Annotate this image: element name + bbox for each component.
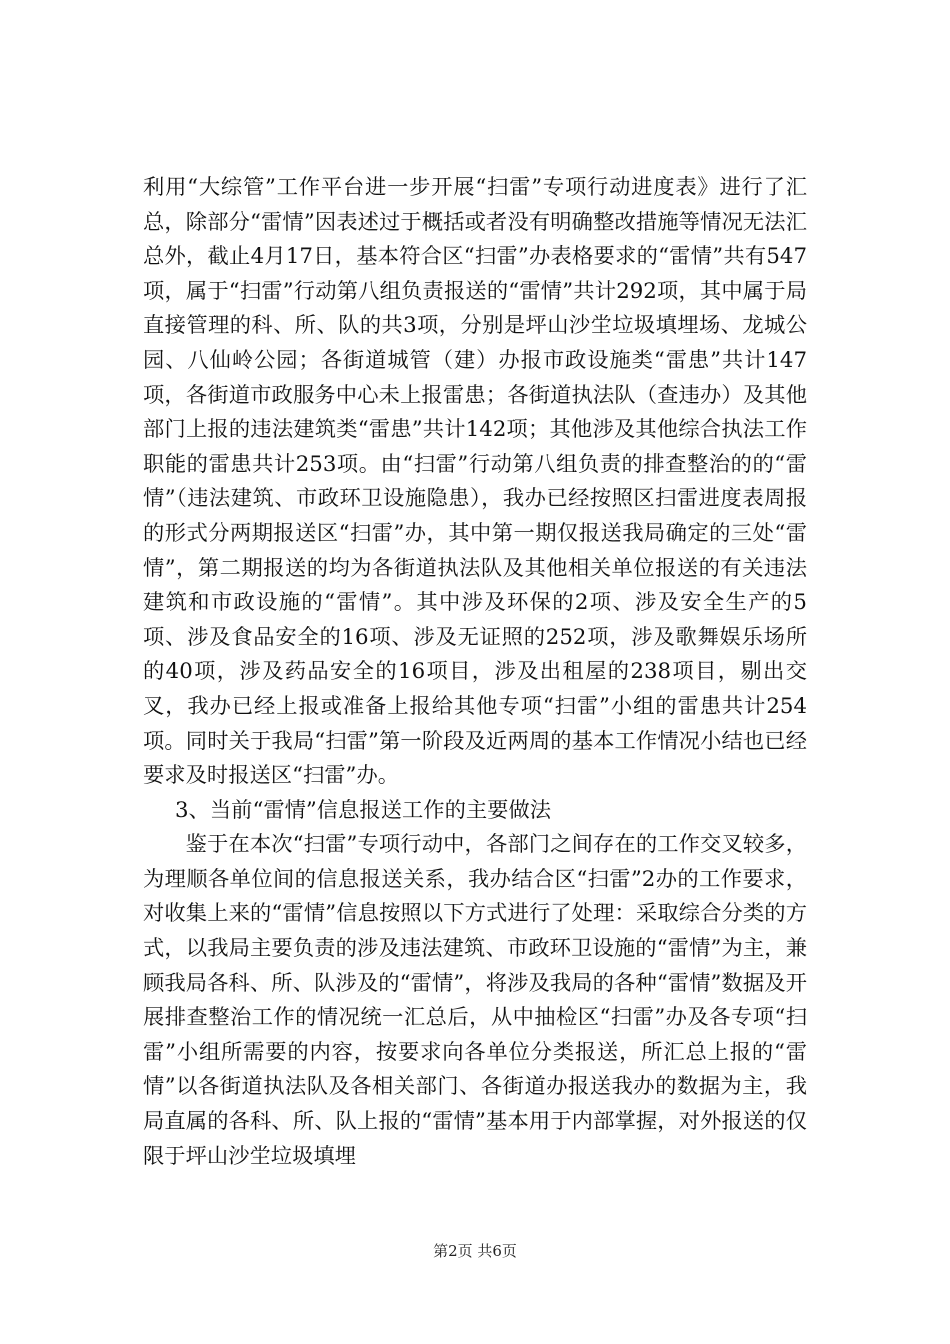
paragraph-summary: 利用“大综管”工作平台进一步开展“扫雷”专项行动进度表》进行了汇总，除部分“雷情”因表述过于概括或者没有明确整改措施等情况无法汇总外，截止4月17日，基本符合区“扫雷”办表格要求的“雷情”共有547项，属于“扫雷”行动第八组负责报送的“雷情”共计292项，其中属于局直接管理的科、所、队的共3项，分别是坪山沙坣垃圾填埋场、龙城公园、八仙岭公园；各街道城管（建）办报市政设施类“雷患”共计147项，各街道市政服务中心未上报雷患；各街道执法队（查违办）及其他部门上报的违法建筑类“雷患”共计142项；其他涉及其他综合执法工作职能的雷患共计253项。由“扫雷”行动第八组负责的排查整治的的“雷情”（违法建筑、市政环卫设施隐患），我办已经按照区扫雷进度表周报的形式分两期报送区“扫雷”办，其中第一期仅报送我局确定的三处“雷情”，第二期报送的均为各街道执法队及其他相关单位报送的有关违法建筑和市政设施的“雷情”。其中涉及环保的2项、涉及安全生产的5项、涉及食品安全的16项、涉及无证照的252项，涉及歌舞娱乐场所的40项，涉及药品安全的16项目，涉及出租屋的238项目，剔出交叉，我办已经上报或准备上报给其他专项“扫雷”小组的雷患共计254项。同时关于我局“扫雷”第一阶段及近两周的基本工作情况小结也已经要求及时报送区“扫雷”办。 (143, 175, 807, 789)
paragraph-method: 鉴于在本次“扫雷”专项行动中，各部门之间存在的工作交叉较多，为理顺各单位间的信息报送关系，我办结合区“扫雷”2办的工作要求，对收集上来的“雷情”信息按照以下方式进行了处理：采取综合分类的方式，以我局主要负责的涉及违法建筑、市政环卫设施的“雷情”为主，兼顾我局各科、所、队涉及的“雷情”，将涉及我局的各种“雷情”数据及开展排查整治工作的情况统一汇总后，从中抽检区“扫雷”办及各专项“扫雷”小组所需要的内容，按要求向各单位分类报送，所汇总上报的“雷情”以各街道执法队及各相关部门、各街道办报送我办的数据为主，我局直属的各科、所、队上报的“雷情”基本用于内部掌握，对外报送的仅限于坪山沙坣垃圾填埋 (143, 832, 807, 1169)
section-heading: 3、当前“雷情”信息报送工作的主要做法 (175, 797, 552, 823)
page-footer: 第2页 共6页 (433, 1242, 517, 1260)
document-body (143, 171, 807, 1174)
